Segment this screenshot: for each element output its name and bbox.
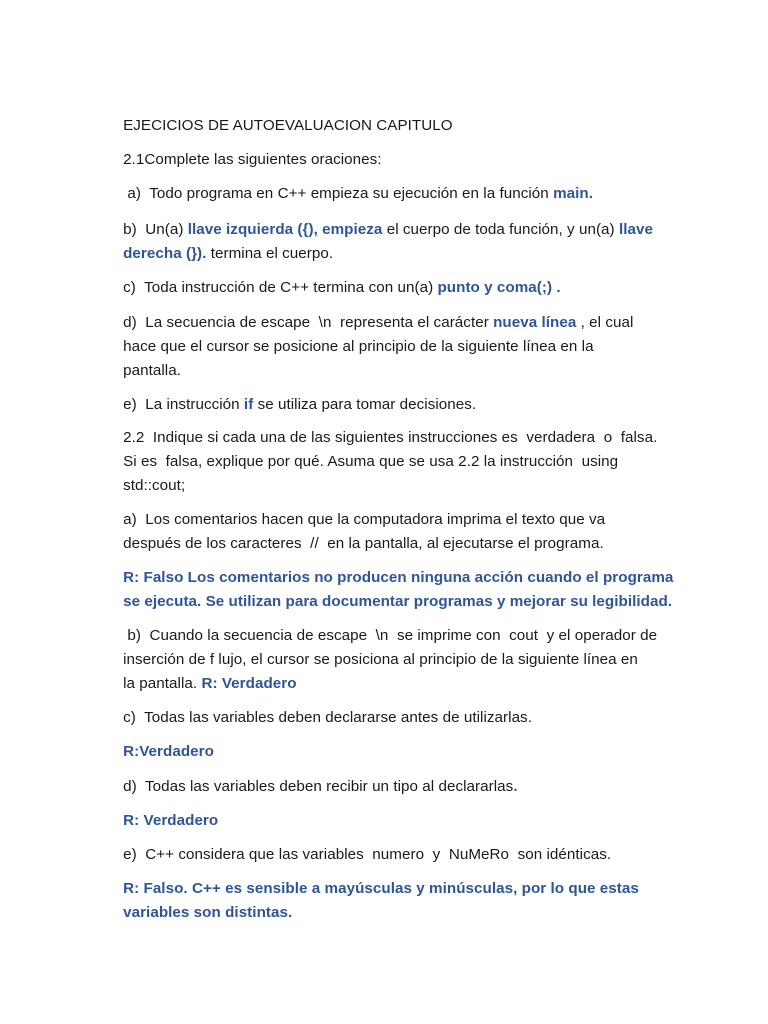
item-d-line-2: hace que el cursor se posicione al principio de la siguiente línea en la bbox=[123, 338, 594, 355]
item-b-text-2: el cuerpo de toda función, y un(a) bbox=[382, 221, 619, 238]
question-b-text-2: inserción de f lujo, el cursor se posiciona al principio de la siguiente línea en bbox=[123, 651, 638, 668]
question-d-text: d) Todas las variables deben recibir un tipo al declararlas bbox=[123, 778, 514, 795]
item-e-text-1: e) La instrucción bbox=[123, 396, 244, 413]
question-b-text-3: la pantalla. bbox=[123, 675, 202, 692]
item-d-text-2: , el cual bbox=[576, 314, 634, 331]
item-b-answer-1: llave izquierda ({), empieza bbox=[187, 221, 383, 238]
item-b-text-3: termina el cuerpo. bbox=[206, 245, 334, 262]
item-b-answer-2b: derecha (}). bbox=[123, 245, 207, 262]
answer-e-text-2: variables son distintas. bbox=[123, 904, 293, 921]
section-2-2-text-3: std::cout; bbox=[123, 477, 186, 494]
item-e-text-2: se utiliza para tomar decisiones. bbox=[253, 396, 477, 413]
item-b-answer-2a: llave bbox=[618, 221, 653, 238]
answer-e-line-2 bbox=[106, 877, 292, 949]
answer-c-text: R:Verdadero bbox=[123, 743, 214, 760]
document-title-text: EJECICIOS DE AUTOEVALUACION CAPITULO bbox=[123, 117, 453, 134]
section-2-2-text-2: Si es falsa, explique por qué. Asuma que se usa 2.2 la instrucción using bbox=[123, 453, 619, 470]
question-e-text: e) C++ considera que las variables numero y NuMeRo son idénticas. bbox=[123, 846, 612, 863]
answer-d-text: R: Verdadero bbox=[123, 812, 219, 829]
item-e-answer: if bbox=[243, 396, 254, 413]
item-a-text: a) Todo programa en C++ empieza su ejecución en la función bbox=[123, 185, 554, 202]
item-c-text: c) Toda instrucción de C++ termina con un(a) bbox=[123, 279, 438, 296]
section-2-1-heading-text: 2.1Complete las siguientes oraciones: bbox=[123, 151, 382, 168]
section-2-2-text-1: 2.2 Indique si cada una de las siguientes instrucciones es verdadera o falsa. bbox=[123, 429, 658, 446]
item-d-answer: nueva línea bbox=[493, 314, 577, 331]
question-c-text: c) Todas las variables deben declararse antes de utilizarlas. bbox=[123, 709, 532, 726]
item-d-line-3: pantalla. bbox=[123, 362, 181, 379]
item-c-answer: punto y coma(;) . bbox=[437, 279, 561, 296]
question-a-text-2: después de los caracteres // en la pantalla, al ejecutarse el programa. bbox=[123, 535, 604, 552]
answer-a-text-2: se ejecuta. Se utilizan para documentar programas y mejorar su legibilidad. bbox=[123, 593, 673, 610]
answer-b: R: Verdadero bbox=[201, 675, 297, 692]
answer-e-text-1: R: Falso. C++ es sensible a mayúsculas y minúsculas, por lo que estas bbox=[123, 880, 639, 897]
question-b-text-1: b) Cuando la secuencia de escape \n se imprime con cout y el operador de bbox=[123, 627, 658, 644]
answer-a-text-1: R: Falso Los comentarios no producen ninguna acción cuando el programa bbox=[123, 569, 674, 586]
question-d-dot: . bbox=[513, 778, 518, 795]
item-d-text-1: d) La secuencia de escape \n representa el carácter bbox=[123, 314, 494, 331]
item-b-text-1: b) Un(a) bbox=[123, 221, 188, 238]
item-a-answer: main. bbox=[553, 185, 593, 202]
question-a-text-1: a) Los comentarios hacen que la computadora imprima el texto que va bbox=[123, 511, 606, 528]
